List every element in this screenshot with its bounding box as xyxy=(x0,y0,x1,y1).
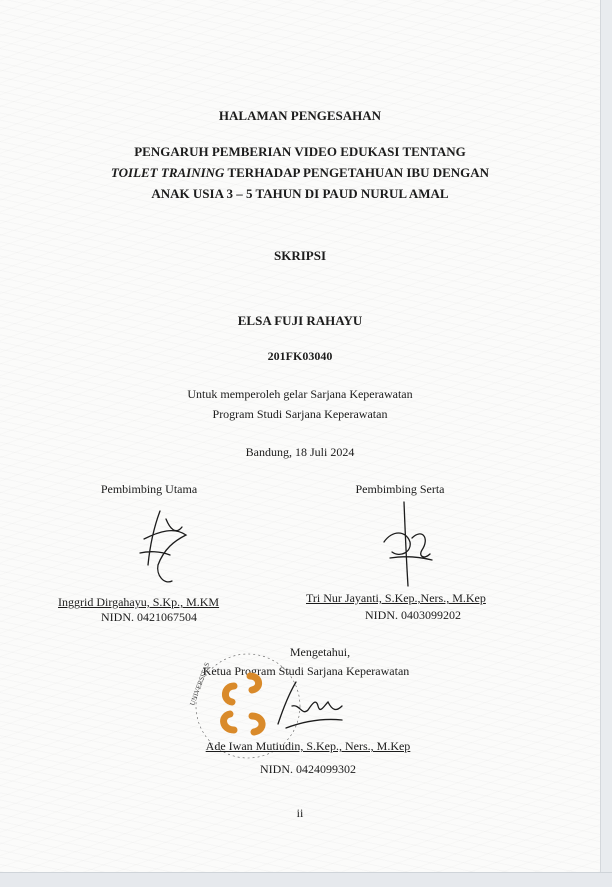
document-type: SKRIPSI xyxy=(273,248,327,263)
page-heading: HALAMAN PENGESAHAN xyxy=(218,108,382,123)
svg-text:UNIVERSITAS: UNIVERSITAS xyxy=(188,661,212,707)
place-date: Bandung, 18 Juli 2024 xyxy=(245,445,355,459)
supervisor-2-nidn: NIDN. 0403099202 xyxy=(365,608,461,622)
supervisor-2-name: Tri Nur Jayanti, S.Kep.,Ners., M.Kep xyxy=(306,591,486,605)
approval-nidn: NIDN. 0424099302 xyxy=(260,762,356,776)
thesis-title-italic: TOILET TRAINING xyxy=(110,165,225,180)
purpose-line-1: Untuk memperoleh gelar Sarjana Keperawatan xyxy=(187,387,413,401)
thesis-title-line-1: PENGARUH PEMBERIAN VIDEO EDUKASI TENTANG xyxy=(134,144,466,159)
thesis-title-line-3: ANAK USIA 3 – 5 TAHUN DI PAUD NURUL AMAL xyxy=(151,186,449,201)
approval-role: Ketua Program Studi Sarjana Keperawatan xyxy=(202,664,410,678)
supervisor-1-signature xyxy=(130,505,200,593)
approval-name: Ade Iwan Mutiudin, S.Kep., Ners., M.Kep xyxy=(205,739,411,753)
supervisor-1-name: Inggrid Dirgahayu, S.Kp., M.KM xyxy=(58,595,220,609)
supervisor-2-role: Pembimbing Serta xyxy=(355,482,445,496)
supervisor-1-nidn: NIDN. 0421067504 xyxy=(101,610,197,624)
thesis-title-line-2 xyxy=(0,165,600,181)
viewer-bottom-edge xyxy=(0,872,612,887)
page-number: ii xyxy=(296,806,304,820)
purpose-line-2: Program Studi Sarjana Keperawatan xyxy=(212,407,388,421)
approval-label: Mengetahui, xyxy=(289,645,351,659)
author-name: ELSA FUJI RAHAYU xyxy=(237,313,363,328)
student-id: 201FK03040 xyxy=(267,349,333,363)
supervisor-1-role: Pembimbing Utama xyxy=(100,482,198,496)
approval-signature xyxy=(272,676,362,736)
thesis-title-line-2-rest: TERHADAP PENGETAHUAN IBU DENGAN xyxy=(224,165,490,180)
viewer-right-edge xyxy=(600,0,612,886)
supervisor-2-signature xyxy=(372,498,442,590)
